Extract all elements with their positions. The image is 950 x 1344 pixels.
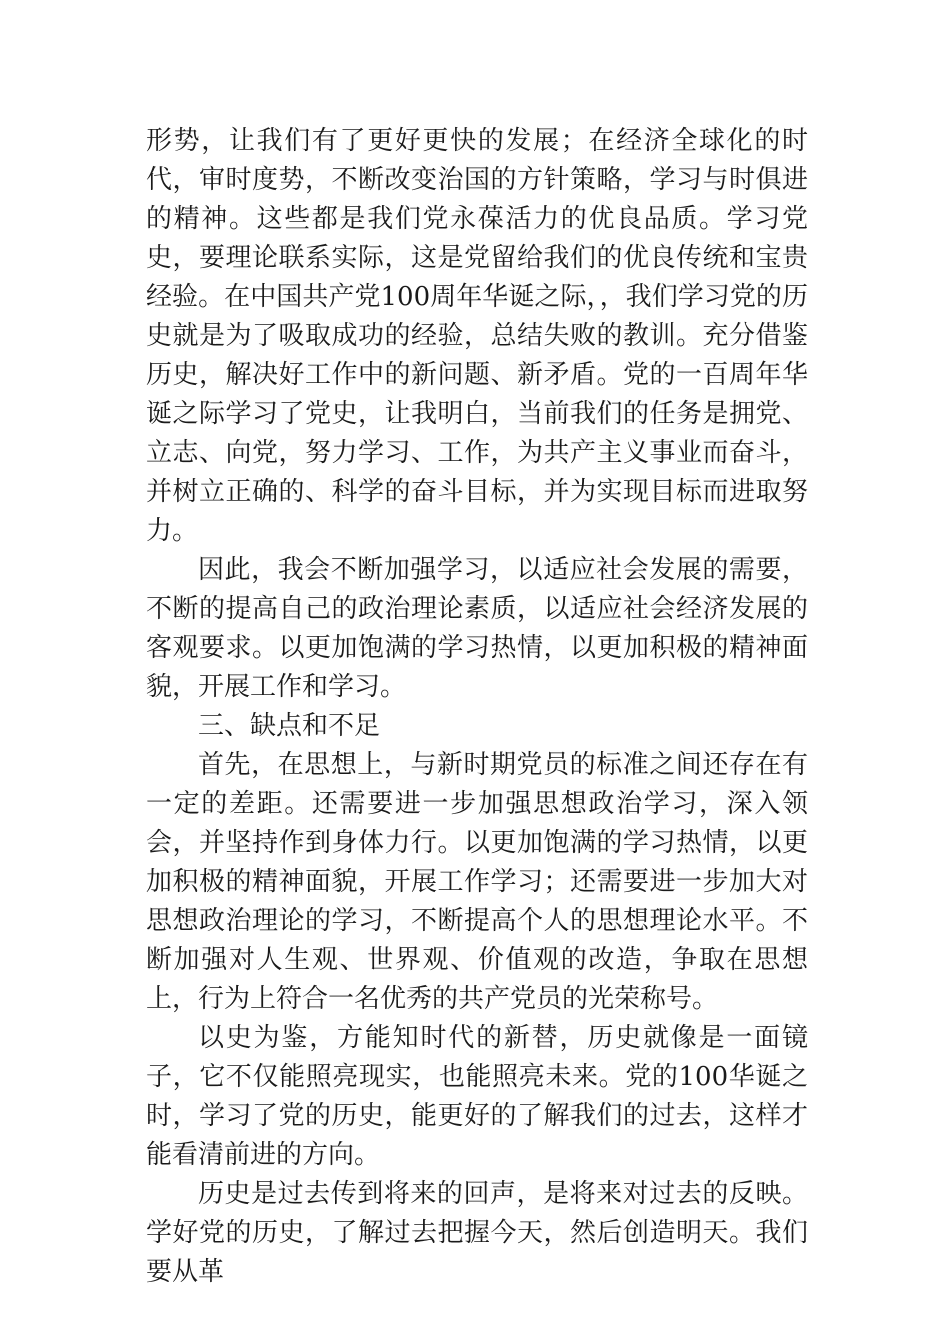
paragraph-2: 因此，我会不断加强学习，以适应社会发展的需要，不断的提高自己的政治理论素质，以适应社会经济发展的客观要求。以更加饱满的学习热情，以更加积极的精神面貌，开展工作和学习。 — [146, 555, 808, 702]
document-body — [146, 122, 808, 1292]
paragraph-4: 以史为鉴，方能知时代的新替，历史就像是一面镜子，它不仅能照亮现实，也能照亮未来。党的100华诞之时，学习了党的历史，能更好的了解我们的过去，这样才能看清前进的方向。 — [146, 1023, 808, 1170]
section-heading: 三、缺点和不足 — [198, 711, 381, 741]
paragraph-1: 形势，让我们有了更好更快的发展；在经济全球化的时代，审时度势，不断改变治国的方针策略，学习与时俱进的精神。这些都是我们党永葆活力的优良品质。学习党史，要理论联系实际，这是党留给我们的优良传统和宝贵经验。在中国共产党100周年华诞之际，，我们学习党的历史就是为了吸取成功的经验，总结失败的教训。充分借鉴历史，解决好工作中的新问题、新矛盾。党的一百周年华诞之际学习了党史，让我明白，当前我们的任务是拥党、立志、向党，努力学习、工作，为共产主义事业而奋斗，并树立正确的、科学的奋斗目标，并为实现目标而进取努力。 — [146, 126, 808, 546]
paragraph-3: 首先，在思想上，与新时期党员的标准之间还存在有一定的差距。还需要进一步加强思想政治学习，深入领会，并坚持作到身体力行。以更加饱满的学习热情，以更加积极的精神面貌，开展工作学习；还需要进一步加大对思想政治理论的学习，不断提高个人的思想理论水平。不断加强对人生观、世界观、价值观的改造，争取在思想上，行为上符合一名优秀的共产党员的光荣称号。 — [146, 750, 808, 1014]
paragraph-5: 历史是过去传到将来的回声，是将来对过去的反映。学好党的历史，了解过去把握今天，然后创造明天。我们要从革 — [146, 1179, 808, 1287]
